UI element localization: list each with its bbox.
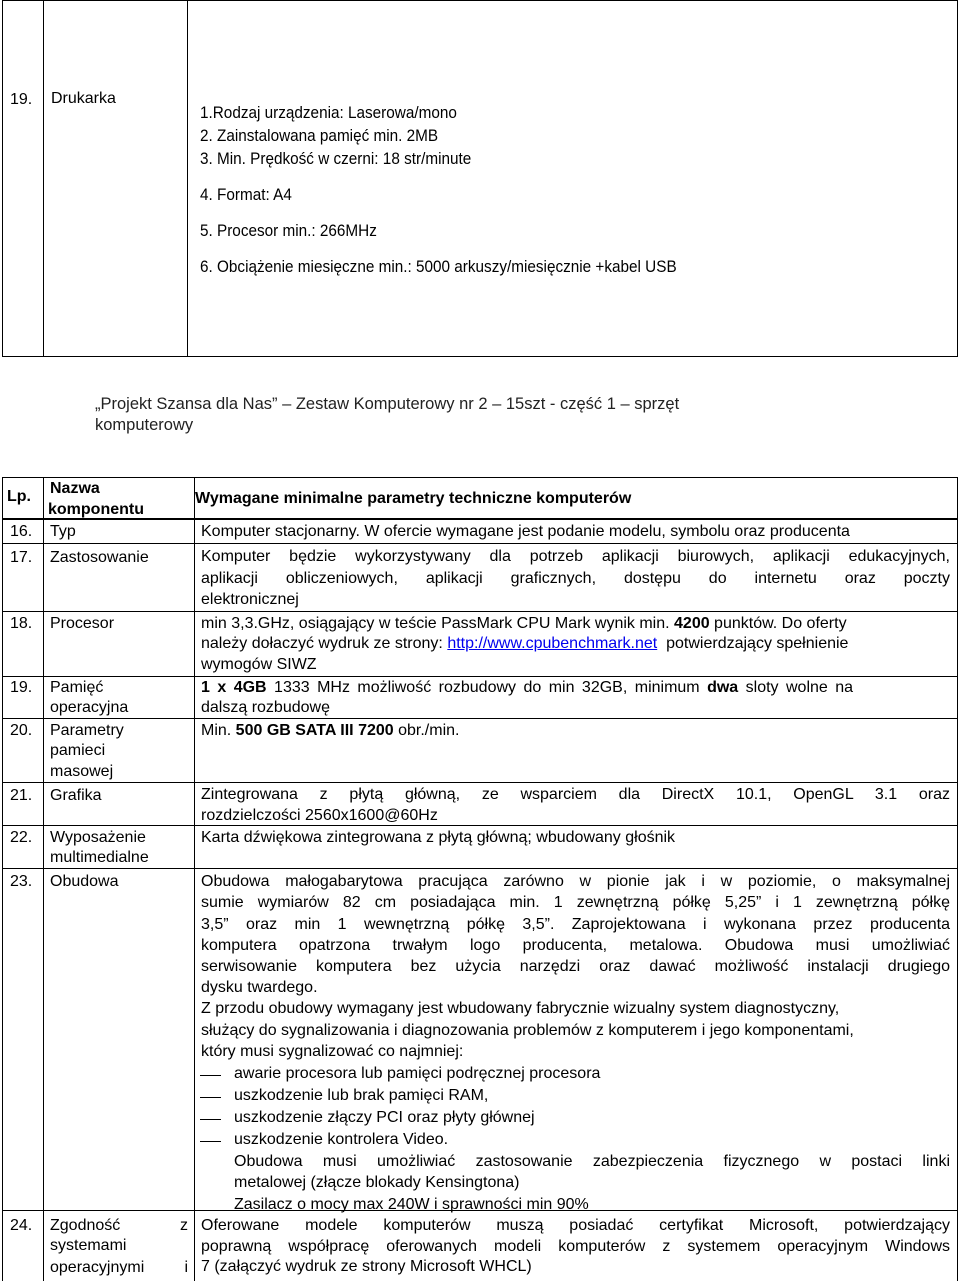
header-name-continued: komponentu (48, 501, 144, 518)
component-name: Drukarka (51, 90, 116, 107)
requirement-text: komputera opatrzona trwałym logo producenta, metalowa. Obudowa musi umożliwiać (201, 937, 950, 954)
spec-line: 3. Min. Prędkość w czerni: 18 str/minute (200, 149, 472, 168)
requirement-text: wymogów SIWZ (201, 656, 317, 673)
row-number: 23. (10, 873, 33, 890)
bullet-item: uszkodzenie kontrolera Video. (234, 1131, 449, 1148)
requirement-text: Komputer będzie wykorzystywany dla potrzeb aplikacji biurowych, aplikacji edukacyjnych, (201, 548, 950, 565)
dash-bullet-icon (200, 1141, 221, 1142)
component-name-continued: systemami (50, 1237, 127, 1254)
bullet-item: awarie procesora lub pamięci podręcznej procesora (234, 1065, 601, 1082)
component-name: Grafika (50, 787, 102, 804)
requirement-text: 3,5” oraz min 1 wewnętrzną półkę 3,5”. Zaprojektowana i wykonana przez producenta (201, 916, 950, 933)
requirement-text: serwisowanie komputera bez użycia narzędzi oraz dawać możliwość instalacji drugiego (201, 958, 950, 975)
component-name-continued: operacyjna (50, 699, 129, 716)
requirement-text: elektronicznej (201, 591, 299, 608)
component-name: Procesor (50, 615, 115, 632)
header-params: Wymagane minimalne parametry techniczne komputerów (195, 490, 632, 507)
component-name-continued: multimedialne (50, 849, 149, 866)
requirement-text: Obudowa małogabarytowa pracująca zarówno w pionie jak i w poziomie, o maksymalnej (201, 873, 950, 890)
component-name: Typ (50, 523, 76, 540)
row-number: 18. (10, 615, 33, 632)
requirement-text: Oferowane modele komputerów muszą posiadać certyfikat Microsoft, potwierdzający (201, 1217, 950, 1234)
row-number: 20. (10, 722, 33, 739)
component-name: Parametry (50, 722, 124, 739)
row-number: 22. (10, 829, 33, 846)
cpubenchmark-link[interactable]: http://www.cpubenchmark.net (447, 635, 658, 652)
component-name: Pamięć (50, 679, 104, 696)
header-name: Nazwa (50, 480, 100, 497)
bullet-item: uszkodzenie złączy PCI oraz płyty głównej (234, 1109, 535, 1126)
spec-line: 1.Rodzaj urządzenia: Laserowa/mono (200, 103, 457, 122)
requirement-text: należy dołaczyć wydruk ze strony: http://www.cpubenchmark.net potwierdzający spełnienie (201, 635, 849, 652)
page-heading-continued: komputerowy (95, 416, 194, 434)
requirement-text: który musi sygnalizować co najmniej: (201, 1043, 464, 1060)
dash-bullet-icon (200, 1097, 221, 1098)
bullet-item: uszkodzenie lub brak pamięci RAM, (234, 1087, 489, 1104)
requirement-text: Karta dźwiękowa zintegrowana z płytą główną; wbudowany głośnik (201, 829, 676, 846)
requirement-text: rozdzielczości 2560x1600@60Hz (201, 807, 438, 824)
requirement-text: metalowej (złącze blokady Kensingtona) (234, 1174, 520, 1191)
requirement-text: 1 x 4GB 1333 MHz możliwość rozbudowy do min 32GB, minimum dwa sloty wolne na (201, 679, 854, 696)
requirement-text: Zasilacz o mocy max 240W i sprawności min 90% (234, 1196, 589, 1213)
requirement-text: dysku twardego. (201, 979, 318, 996)
component-name-continued: masowej (50, 763, 114, 780)
requirement-text: aplikacji obliczeniowych, aplikacji graficznych, dostępu do internetu oraz poczty (201, 570, 950, 587)
row-number: 19. (10, 679, 33, 696)
component-name: Wyposażenie (50, 829, 146, 846)
row-number: 24. (10, 1217, 33, 1234)
row-number: 17. (10, 549, 33, 566)
requirement-text: Obudowa musi umożliwiać zastosowanie zabezpieczenia fizycznego w postaci linki (234, 1153, 950, 1170)
dash-bullet-icon (200, 1075, 221, 1076)
component-name-continued: operacyjnymi i (50, 1259, 188, 1276)
spec-line: 4. Format: A4 (200, 185, 292, 204)
requirement-text: 7 (załączyć wydruk ze strony Microsoft WHCL) (201, 1258, 532, 1275)
requirement-text: poprawną współpracę oferowanych modeli komputerów z systemem operacyjnym Windows (201, 1238, 950, 1255)
requirement-text: min 3,3.GHz, osiągający w teście PassMark CPU Mark wynik min. 4200 punktów. Do oferty (201, 615, 847, 632)
requirement-text: sumie wymiarów 82 cm posiadająca min. 1 zewnętrzną półkę 5,25” i 1 zewnętrzną półkę (201, 894, 950, 911)
row-number: 21. (10, 787, 33, 804)
dash-bullet-icon (200, 1119, 221, 1120)
component-name: Zastosowanie (50, 549, 149, 566)
requirement-text: służący do sygnalizowania i diagnozowania problemów z komputerem i jego komponentami, (201, 1022, 854, 1039)
component-name: Zgodność z (50, 1217, 188, 1234)
row-number: 19. (10, 91, 33, 108)
requirement-text: Zintegrowana z płytą główną, ze wsparciem dla DirectX 10.1, OpenGL 3.1 oraz (201, 786, 950, 803)
spec-line: 5. Procesor min.: 266MHz (200, 221, 377, 240)
requirement-text: dalszą rozbudowę (201, 699, 330, 716)
component-name-continued: pamieci (50, 742, 106, 759)
requirement-text: Komputer stacjonarny. W ofercie wymagane jest podanie modelu, symbolu oraz producenta (201, 523, 850, 540)
row-number: 16. (10, 523, 33, 540)
component-name: Obudowa (50, 873, 119, 890)
header-lp: Lp. (7, 488, 31, 505)
page-heading: „Projekt Szansa dla Nas” – Zestaw Komputerowy nr 2 – 15szt - część 1 – sprzęt (95, 395, 680, 413)
spec-line: 6. Obciążenie miesięczne min.: 5000 arkuszy/miesięcznie +kabel USB (200, 257, 677, 276)
requirement-text: Z przodu obudowy wymagany jest wbudowany fabrycznie wizualny system diagnostyczny, (201, 1000, 840, 1017)
spec-line: 2. Zainstalowana pamięć min. 2MB (200, 126, 439, 145)
requirement-text: Min. 500 GB SATA III 7200 obr./min. (201, 722, 460, 739)
